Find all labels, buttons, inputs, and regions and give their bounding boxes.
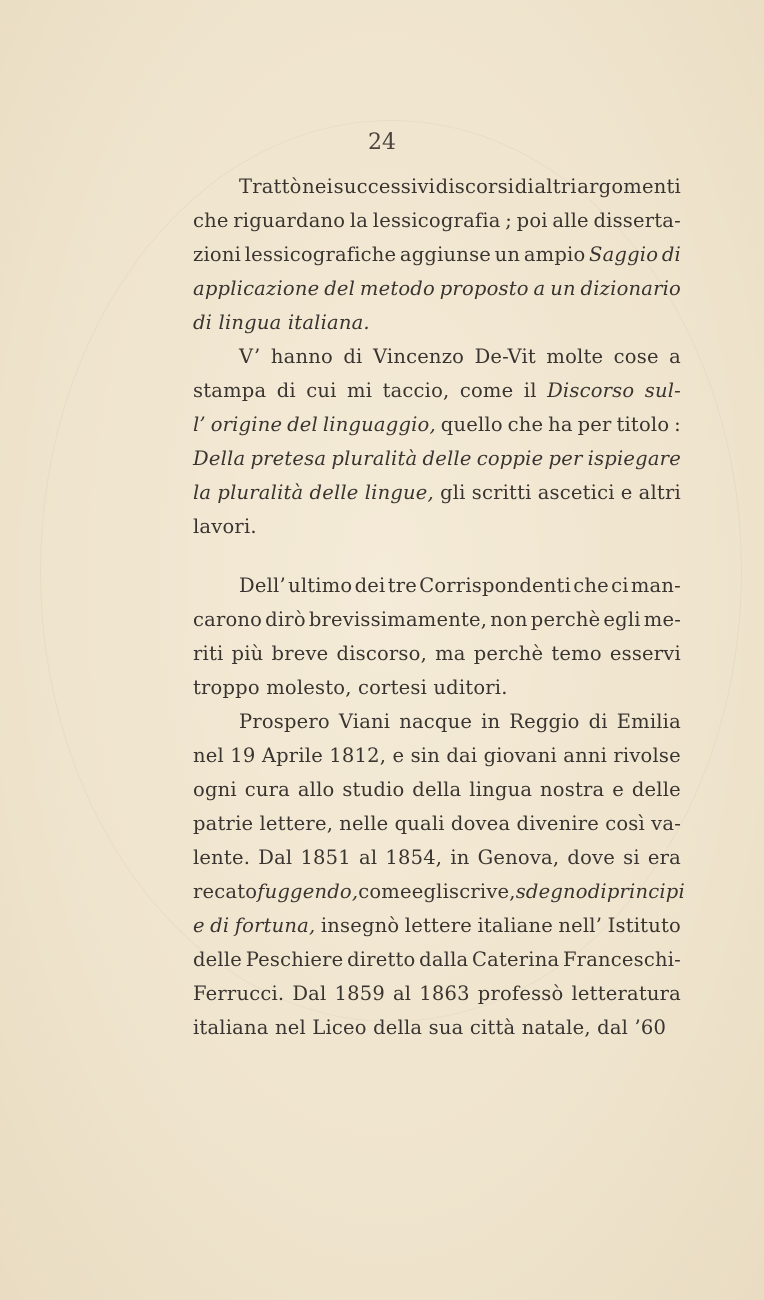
word: riti [193,642,224,665]
word: successivi [333,175,436,198]
word: la [193,481,212,504]
word: ci [611,574,629,597]
paragraph [193,170,681,340]
word: perchè [530,608,601,631]
word: metodo [359,277,435,300]
word: ma [435,642,466,665]
word: Genova, [477,846,560,869]
word: che [193,209,229,232]
word: Aprile [261,744,323,767]
word: molesto, [266,676,358,699]
word: perchè [473,642,544,665]
text-line [193,603,681,637]
word: dal [597,1016,635,1039]
word: 1851 [300,846,351,869]
word: e [392,744,405,767]
word: letteratura [571,982,681,1005]
word: temo [551,642,602,665]
word: scritti [471,481,532,504]
word: Reggio [509,710,580,733]
word: altri [638,481,681,504]
word: sdegno [515,880,588,903]
word: Ferrucci. [193,982,285,1005]
word: dalla [419,948,469,971]
word: più [231,642,264,665]
word: ; [505,209,513,232]
word: dizionario [580,277,681,300]
word: Emilia [616,710,681,733]
word: anni [563,744,608,767]
word: un [550,277,576,300]
word: breve [271,642,329,665]
word: di [276,379,296,402]
word: della [412,778,462,801]
word: giovani [483,744,557,767]
word: di [343,345,363,368]
text-line [193,442,681,476]
text-line [193,943,681,977]
word: nell’ [558,914,603,937]
text-line [193,238,681,272]
word: Istituto [607,914,681,937]
word: cura [244,778,290,801]
word: dai [446,744,478,767]
word: : [674,413,681,436]
body-text [193,170,685,1045]
word: e [620,481,633,504]
word: recato [193,880,258,903]
word: italiana. [287,311,370,334]
word: si [623,846,640,869]
word: di [514,175,534,198]
word: nostra [540,778,605,801]
word: uditori. [433,676,508,699]
word: dirò [265,608,306,631]
paragraph [193,705,685,1045]
word: cui [306,379,337,402]
word: per [548,447,583,470]
text-line [193,977,681,1011]
word: Viani [338,710,391,733]
word: applicazione [193,277,320,300]
word: sin [410,744,440,767]
word: come [358,880,412,903]
word: lettere, [259,812,334,835]
word: a [533,277,546,300]
word: al [359,846,378,869]
word: per [577,413,612,436]
text-line [193,272,681,306]
word: nacque [399,710,473,733]
word: di [193,311,219,334]
word: tre [387,574,417,597]
word: V’ [239,345,261,368]
word: divenire [516,812,600,835]
word: cortesi [358,676,434,699]
word: italiane [477,914,553,937]
word: lente. [193,846,251,869]
text-line [193,841,681,875]
word: ’60 [634,1016,667,1039]
word: egli [411,880,450,903]
word: studio [342,778,405,801]
word: coppie [476,447,544,470]
word: mi [347,379,373,402]
word: in [450,846,470,869]
word: era [647,846,681,869]
word: che [507,413,544,436]
word: brevissimamente, [308,608,488,631]
text-line [193,476,681,510]
word: città [469,1016,522,1039]
word: diretto [347,948,416,971]
word: di [210,914,230,937]
word: quello [440,413,503,436]
word: 1859 [334,982,385,1005]
word: delle [309,481,359,504]
word: fuggendo, [257,880,359,903]
word: 19 [230,744,256,767]
word: discorso, [336,642,427,665]
word: nel [193,744,224,767]
word: troppo [193,676,267,699]
word: un [494,243,521,266]
word: Caterina [472,948,560,971]
text-line [193,773,681,807]
text-line [193,705,681,739]
word: di [588,710,608,733]
word: non [490,608,528,631]
word: lavori. [193,515,257,538]
word: disserta- [593,209,681,232]
word: 1854, [385,846,443,869]
word: lessicografiche [244,243,397,266]
word: hanno [270,345,333,368]
word: Liceo [312,1016,374,1039]
word: pluralità [217,481,304,504]
word: dovea [450,812,511,835]
word: egli [603,608,641,631]
word: l’ [193,413,206,436]
word: Dell’ [239,574,286,597]
text-line [193,204,681,238]
word: Dal [258,846,293,869]
word: della [373,1016,429,1039]
word: carono [193,608,263,631]
word: pretesa [250,447,327,470]
paragraph-gap [193,544,681,569]
word: lingua [469,778,533,801]
word: del [287,413,318,436]
word: taccio, [382,379,450,402]
word: man- [630,574,681,597]
page-number: 24 [368,130,396,155]
word: va- [651,812,681,835]
word: a [669,345,681,368]
text-line [193,306,681,340]
word: molte [546,345,604,368]
word: professò [477,982,564,1005]
word: di [661,243,681,266]
word: Franceschi- [562,948,681,971]
word: fortuna, [234,914,316,937]
word: ogni [193,778,237,801]
word: italiana [193,1016,275,1039]
word: 1812, [329,744,387,767]
word: ultimo [288,574,353,597]
word: alle [552,209,589,232]
word: ascetici [537,481,615,504]
word: patrie [193,812,254,835]
text-line [193,374,681,408]
word: ispiegare [587,447,681,470]
word: nel [274,1016,313,1039]
text-line [193,569,681,603]
word: e [612,778,624,801]
word: natale, [521,1016,598,1039]
text-line [193,807,681,841]
text-line [193,875,685,909]
word: Saggio [589,243,659,266]
word: lingua [218,311,288,334]
text-line [193,340,681,374]
word: Della [193,447,246,470]
word: gli [440,481,466,504]
word: 1863 [419,982,470,1005]
word: Discorso [547,379,635,402]
word: cose [613,345,659,368]
word: Dal [292,982,327,1005]
word: ha [548,413,573,436]
word: lessicografia [372,209,501,232]
word: discorsi [435,175,515,198]
word: come [459,379,514,402]
word: altri [534,175,577,198]
word: Vincenzo [372,345,465,368]
text-line [193,408,681,442]
word: dove [567,846,615,869]
word: così [605,812,645,835]
word: argomenti [577,175,681,198]
word: sul- [644,379,681,402]
paragraph [193,340,681,544]
word: origine [210,413,283,436]
word: dei [354,574,386,597]
word: Peschiere [245,948,344,971]
word: titolo [616,413,670,436]
word: pluralità [331,447,418,470]
word: delle [631,778,681,801]
word: De-Vit [474,345,536,368]
text-line [193,637,681,671]
word: principi [606,880,685,903]
text-line [193,510,681,544]
word: lingue, [364,481,434,504]
word: nei [302,175,334,198]
word: il [523,379,537,402]
word: poi [516,209,548,232]
word: al [392,982,412,1005]
word: Corrispondenti [419,574,572,597]
word: delle [422,447,472,470]
word: che [573,574,609,597]
word: Prospero [239,710,330,733]
text-line [193,909,681,943]
word: delle [193,948,243,971]
word: e [193,914,205,937]
word: esservi [609,642,681,665]
word: rivolse [613,744,681,767]
word: me- [643,608,681,631]
word: di [587,880,607,903]
word: allo [297,778,335,801]
word: del [324,277,356,300]
word: stampa [193,379,267,402]
text-line [193,1011,681,1045]
word: ampio [523,243,586,266]
word: aggiunse [399,243,492,266]
word: sua [428,1016,470,1039]
word: in [481,710,501,733]
text-line [193,170,681,204]
word: linguaggio, [322,413,436,436]
word: scrive, [449,880,516,903]
word: Trattò [239,175,302,198]
word: insegnò [320,914,400,937]
word: la [349,209,369,232]
paragraph [193,569,681,705]
word: proposto [439,277,529,300]
text-line [193,739,681,773]
word: lettere [404,914,473,937]
word: nelle [339,812,389,835]
word: riguardano [233,209,346,232]
text-line [193,671,681,705]
word: quali [394,812,445,835]
word: zioni [193,243,242,266]
